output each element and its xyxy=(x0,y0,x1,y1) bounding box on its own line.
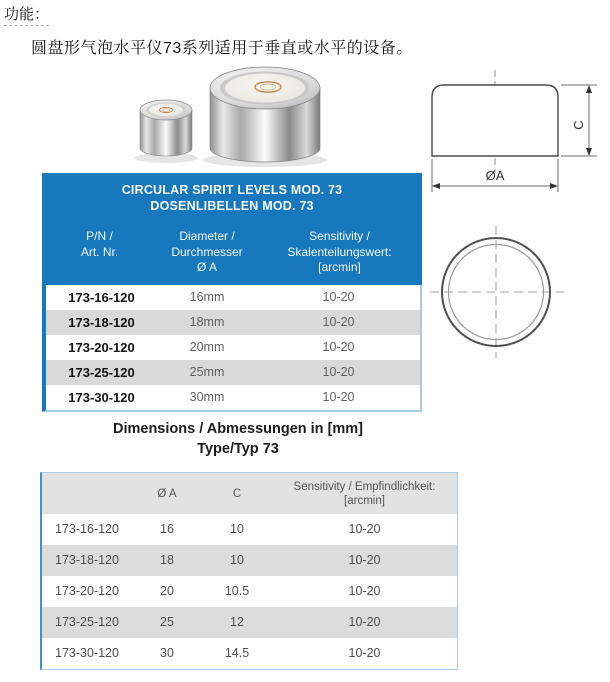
height-dimension-label: C xyxy=(571,120,586,130)
spec-col-sensitivity: Sensitivity / Skalenteilungswert: [arcmin] xyxy=(287,229,392,274)
dimensions-table xyxy=(40,472,458,670)
diameter-dimension-label: ØA xyxy=(485,168,505,183)
dim-col-c: C xyxy=(232,487,242,500)
table-row: 173-16-120 16 10 10-20 xyxy=(42,514,457,545)
spec-title-line2: DOSENLIBELLEN MOD. 73 xyxy=(150,198,314,213)
dimensions-table-header xyxy=(42,473,457,514)
dim-col-a: Ø A xyxy=(157,487,177,500)
product-description: 圆盘形气泡水平仪73系列适用于垂直或水平的设备。 xyxy=(31,40,413,57)
spec-table-header xyxy=(42,173,422,285)
table-row: 173-25-120 25 12 10-20 xyxy=(42,607,457,638)
table-row: 173-25-120 25mm 10-20 xyxy=(46,360,420,385)
table-row: 173-16-120 16mm 10-20 xyxy=(46,285,420,310)
table-row: 173-30-120 30mm 10-20 xyxy=(46,385,420,410)
spec-col-diameter: Diameter / Durchmesser Ø A xyxy=(171,229,243,274)
table-row: 173-18-120 18 10 10-20 xyxy=(42,545,457,576)
table-row: 173-20-120 20mm 10-20 xyxy=(46,335,420,360)
spec-title-line1: CIRCULAR SPIRIT LEVELS MOD. 73 xyxy=(121,183,343,197)
spec-table xyxy=(42,173,422,412)
dimensions-heading-line2: Type/Typ 73 xyxy=(197,441,279,457)
spec-table-title xyxy=(42,183,422,214)
large-spirit-level-photo xyxy=(210,67,320,162)
top-view-drawing xyxy=(425,218,575,368)
side-view-drawing xyxy=(425,65,605,205)
body-outline xyxy=(432,85,558,156)
spec-table-body xyxy=(42,285,422,412)
dim-col-sensitivity: Sensitivity / Empfindlichkeit: [arcmin] xyxy=(293,480,436,507)
spec-column-headers xyxy=(42,229,422,276)
table-row: 173-20-120 20 10.5 10-20 xyxy=(42,576,457,607)
function-label-text: 功能： xyxy=(4,6,49,26)
dimensions-heading xyxy=(38,419,438,459)
product-photo xyxy=(118,60,348,172)
function-label xyxy=(4,3,49,24)
small-spirit-level-photo xyxy=(140,100,192,156)
table-row: 173-18-120 18mm 10-20 xyxy=(46,310,420,335)
dimensions-heading-line1: Dimensions / Abmessungen in [mm] xyxy=(112,421,364,437)
spec-col-pn: P/N / Art. Nr. xyxy=(80,229,119,259)
table-row: 173-30-120 30 14.5 10-20 xyxy=(42,638,457,669)
